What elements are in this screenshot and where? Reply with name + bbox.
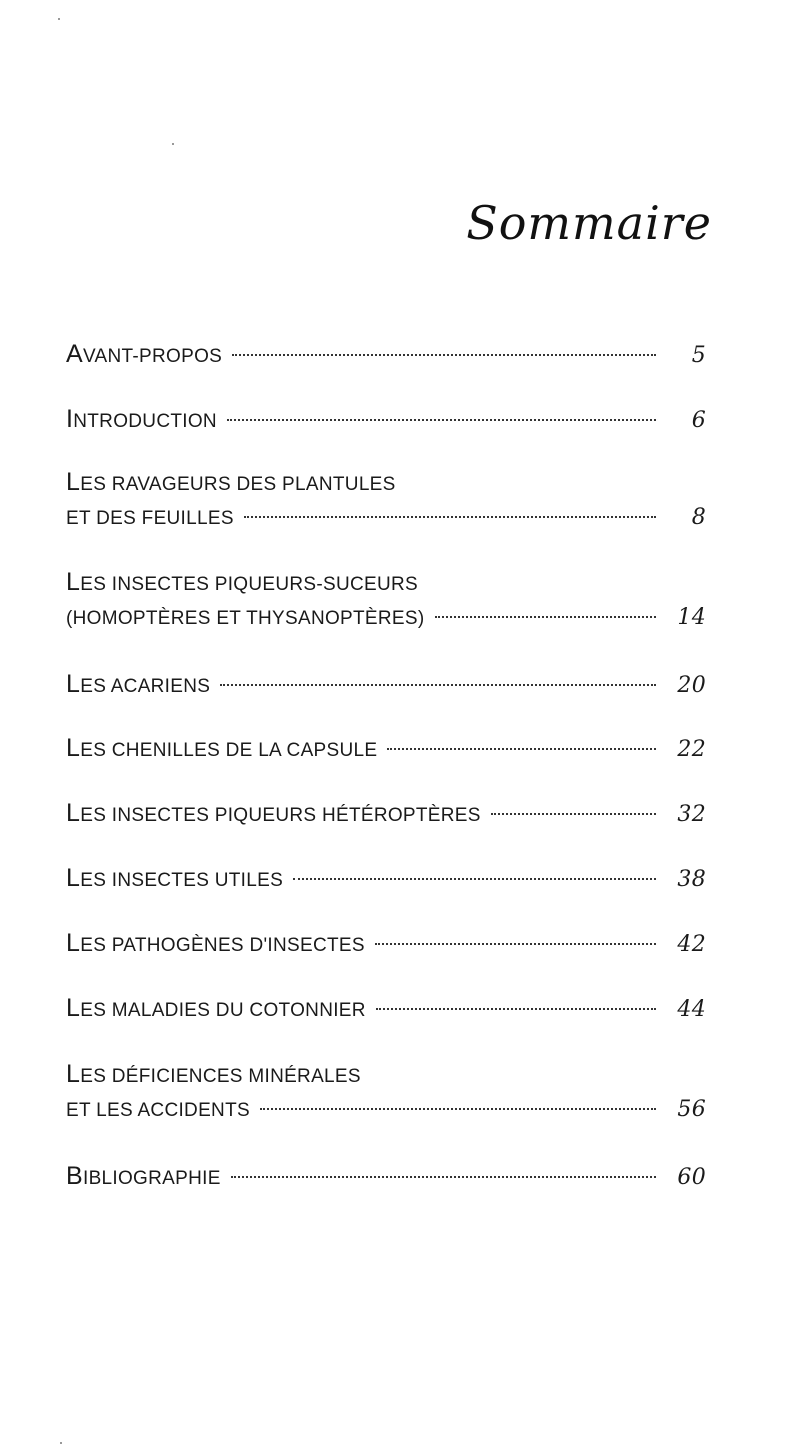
toc-entry (66, 336, 706, 372)
toc-page-number: 22 (677, 737, 706, 762)
toc-page-number: 42 (677, 932, 706, 957)
leader-dots (293, 878, 656, 880)
toc-entry-label: LES INSECTES PIQUEURS-SUCEURS (66, 568, 419, 596)
toc-page-number: 32 (677, 802, 706, 827)
toc-entry-label: BIBLIOGRAPHIE (66, 1162, 221, 1190)
toc-page-number: 20 (677, 673, 706, 698)
leader-dots (376, 1008, 656, 1010)
toc-entry-label-continued: ET LES ACCIDENTS (66, 1100, 250, 1121)
toc-page-number: 5 (691, 343, 706, 368)
toc-entry (66, 795, 706, 831)
toc-entry-label: AVANT-PROPOS (66, 340, 223, 368)
toc-entry-label: INTRODUCTION (66, 405, 217, 433)
toc-entry-label: LES CHENILLES DE LA CAPSULE (66, 734, 378, 762)
leader-dots (435, 616, 657, 618)
toc-entry (66, 666, 706, 702)
toc-page-number: 14 (677, 605, 706, 630)
leader-dots (244, 516, 656, 518)
toc-entry (66, 990, 706, 1026)
page-title: Sommaire (466, 196, 712, 250)
toc-entry (66, 860, 706, 896)
toc-entry-label-continued: ET DES FEUILLES (66, 508, 234, 529)
toc-entry (66, 1158, 706, 1194)
toc-entry (66, 401, 706, 437)
toc-page-number: 56 (677, 1097, 706, 1122)
toc-entry-label: LES PATHOGÈNES D'INSECTES (66, 929, 365, 957)
toc-page-number: 8 (691, 505, 706, 530)
scan-speck (58, 18, 60, 20)
leader-dots (232, 354, 656, 356)
leader-dots (260, 1108, 656, 1110)
toc-entry (66, 925, 706, 961)
toc-page-number: 60 (677, 1165, 706, 1190)
toc-page-number: 6 (691, 408, 706, 433)
toc-page-number: 44 (677, 997, 706, 1022)
scan-speck (60, 1442, 62, 1444)
toc-entry-label: LES RAVAGEURS DES PLANTULES (66, 468, 396, 496)
toc-page-number: 38 (677, 867, 706, 892)
toc-entry-label: LES INSECTES PIQUEURS HÉTÉROPTÈRES (66, 799, 481, 827)
leader-dots (375, 943, 656, 945)
toc-entry-label: LES MALADIES DU COTONNIER (66, 994, 366, 1022)
leader-dots (387, 748, 656, 750)
leader-dots (227, 419, 656, 421)
toc-entry (66, 464, 706, 536)
toc-entry (66, 730, 706, 766)
toc-entry-label: LES ACARIENS (66, 670, 211, 698)
leader-dots (220, 684, 656, 686)
toc-entry-label: LES INSECTES UTILES (66, 864, 284, 892)
toc-entry (66, 1056, 706, 1128)
scan-speck (172, 143, 174, 145)
toc-entry-label-continued: (HOMOPTÈRES ET THYSANOPTÈRES) (66, 608, 425, 629)
leader-dots (231, 1176, 656, 1178)
leader-dots (491, 813, 656, 815)
toc-entry (66, 564, 706, 636)
toc-entry-label: LES DÉFICIENCES MINÉRALES (66, 1060, 361, 1088)
